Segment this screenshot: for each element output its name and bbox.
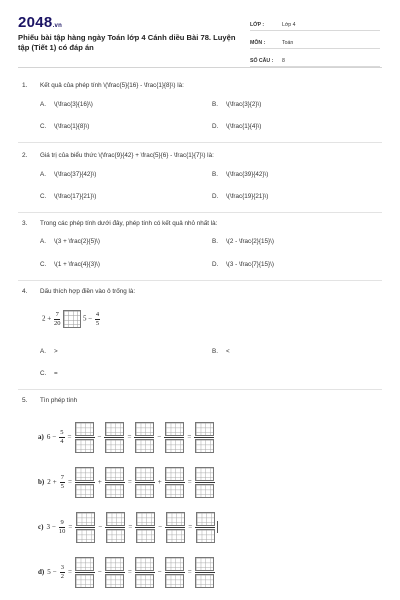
operator: − bbox=[157, 568, 162, 577]
option-c[interactable] bbox=[40, 123, 89, 130]
fraction-input[interactable] bbox=[135, 467, 155, 498]
numerator-box[interactable] bbox=[166, 512, 185, 526]
question-text: Kết quả của phép tính \(\frac{5}{16} - \frac{1}{8}\) là: bbox=[40, 82, 184, 89]
fraction-input[interactable] bbox=[165, 557, 185, 588]
fraction-input[interactable] bbox=[164, 422, 184, 453]
fraction-input[interactable] bbox=[195, 557, 215, 588]
denominator-box[interactable] bbox=[165, 484, 184, 498]
option-text: \(2 - \frac{2}{15}\) bbox=[226, 238, 274, 245]
fraction-bar bbox=[105, 572, 125, 573]
option-letter: C. bbox=[40, 370, 47, 377]
option-c[interactable] bbox=[40, 370, 58, 377]
option-letter: D. bbox=[212, 261, 219, 268]
equals-sign: = bbox=[127, 568, 132, 577]
fraction bbox=[60, 474, 65, 491]
denominator-box[interactable] bbox=[75, 484, 94, 498]
meta-label: LỚP : bbox=[250, 22, 265, 28]
row-label: b) bbox=[38, 478, 45, 487]
fraction-input[interactable] bbox=[165, 512, 185, 543]
meta-row-subject bbox=[250, 33, 380, 49]
option-a[interactable] bbox=[40, 101, 93, 108]
fraction-bar bbox=[195, 527, 215, 528]
operator: − bbox=[97, 568, 102, 577]
numerator-box[interactable] bbox=[195, 422, 214, 436]
option-d[interactable] bbox=[212, 193, 268, 200]
option-a[interactable] bbox=[40, 348, 58, 355]
option-text: \(3 + \frac{2}{5}\) bbox=[54, 238, 101, 245]
equals-sign: = bbox=[67, 433, 72, 442]
numerator-box[interactable] bbox=[105, 422, 124, 436]
option-letter: B. bbox=[212, 171, 218, 178]
denominator-box[interactable] bbox=[105, 484, 124, 498]
denominator-box[interactable] bbox=[165, 439, 184, 453]
fraction-input[interactable] bbox=[195, 467, 215, 498]
option-text: \(\frac{3}{16}\) bbox=[54, 101, 93, 108]
fraction-input[interactable] bbox=[104, 422, 124, 453]
denominator-box[interactable] bbox=[135, 484, 154, 498]
numerator-box[interactable] bbox=[135, 467, 154, 481]
fraction bbox=[60, 564, 65, 581]
option-text: \(\frac{3}{2}\) bbox=[226, 101, 262, 108]
denominator-box[interactable] bbox=[75, 439, 94, 453]
option-d[interactable] bbox=[212, 261, 274, 268]
denominator-box[interactable] bbox=[75, 574, 94, 588]
calc-row-a bbox=[38, 422, 215, 453]
numerator-box[interactable] bbox=[165, 467, 184, 481]
numerator-box[interactable] bbox=[105, 467, 124, 481]
numerator-box[interactable] bbox=[75, 467, 94, 481]
option-a[interactable] bbox=[40, 171, 96, 178]
fraction-input[interactable] bbox=[75, 557, 95, 588]
numerator: 9 bbox=[60, 518, 64, 526]
fraction-input[interactable] bbox=[135, 557, 155, 588]
option-letter: B. bbox=[212, 101, 218, 108]
option-text: \(\frac{19}{21}\) bbox=[226, 193, 269, 200]
question-divider bbox=[18, 142, 382, 143]
option-d[interactable] bbox=[212, 123, 261, 130]
fraction-input[interactable] bbox=[105, 557, 125, 588]
fraction-bar bbox=[134, 437, 154, 438]
denominator-box[interactable] bbox=[76, 529, 95, 543]
operator: + bbox=[157, 478, 162, 487]
brand-name: 2048 bbox=[18, 14, 53, 31]
fraction-bar bbox=[165, 482, 185, 483]
question-text: Trong các phép tính dưới đây, phép tính có kết quả nhỏ nhất là: bbox=[40, 220, 218, 227]
option-b[interactable] bbox=[212, 238, 274, 245]
page-title: Phiếu bài tập hàng ngày Toán lớp 4 Cánh diều Bài 78. Luyện tập (Tiết 1) có đáp án bbox=[18, 33, 236, 52]
denominator: 10 bbox=[58, 527, 66, 535]
option-letter: A. bbox=[40, 171, 46, 178]
expr-right-whole: 5 − bbox=[82, 314, 93, 323]
numerator: 5 bbox=[60, 428, 64, 436]
answer-box[interactable] bbox=[63, 310, 81, 328]
numerator: 7 bbox=[55, 310, 59, 318]
numerator-box[interactable] bbox=[165, 422, 184, 436]
operator: − bbox=[158, 523, 163, 532]
option-letter: A. bbox=[40, 238, 46, 245]
row-label: a) bbox=[38, 433, 44, 442]
numerator-box[interactable] bbox=[195, 557, 214, 571]
fraction-input[interactable] bbox=[105, 467, 125, 498]
option-b[interactable] bbox=[212, 171, 268, 178]
fraction-bar bbox=[105, 482, 125, 483]
option-letter: B. bbox=[212, 348, 218, 355]
fraction-bar bbox=[75, 482, 95, 483]
option-text: \(\frac{1}{4}\) bbox=[226, 123, 262, 130]
fraction-bar bbox=[164, 437, 184, 438]
option-text: = bbox=[54, 370, 58, 377]
question-number: 4. bbox=[22, 288, 28, 295]
fraction-input[interactable] bbox=[134, 422, 154, 453]
whole-number: 3 bbox=[46, 523, 50, 532]
fraction-input[interactable] bbox=[75, 512, 95, 543]
option-text: \(\frac{1}{8}\) bbox=[54, 123, 90, 130]
denominator-box[interactable] bbox=[136, 529, 155, 543]
denominator-box[interactable] bbox=[135, 439, 154, 453]
fraction-input[interactable] bbox=[195, 512, 215, 543]
equals-sign: = bbox=[187, 478, 192, 487]
option-letter: C. bbox=[40, 261, 47, 268]
operator: − bbox=[97, 433, 102, 442]
expr-left-whole: 2 + bbox=[42, 314, 52, 323]
equals-sign: = bbox=[127, 478, 132, 487]
option-text: > bbox=[54, 348, 58, 355]
fraction-bar bbox=[135, 527, 155, 528]
operator: + bbox=[97, 478, 102, 487]
question-text: Giá trị của biểu thức \(\frac{9}{42} + \frac{5}{6} - \frac{1}{7}\) là: bbox=[40, 152, 214, 159]
fraction-bar bbox=[75, 437, 95, 438]
operator: + bbox=[52, 478, 57, 487]
fraction-bar bbox=[105, 527, 125, 528]
numerator-box[interactable] bbox=[196, 512, 215, 526]
fraction-input[interactable] bbox=[194, 422, 214, 453]
fraction-bar bbox=[75, 527, 95, 528]
question-divider bbox=[18, 280, 382, 281]
text-cursor bbox=[217, 521, 218, 533]
option-text: \(\frac{37}{42}\) bbox=[54, 171, 97, 178]
brand-suffix: .vn bbox=[52, 23, 63, 29]
question-number: 3. bbox=[22, 220, 28, 227]
meta-label: SỐ CÂU : bbox=[250, 58, 274, 64]
fraction-bar bbox=[195, 482, 215, 483]
equals-sign: = bbox=[127, 433, 132, 442]
equals-sign: = bbox=[67, 478, 72, 487]
numerator-box[interactable] bbox=[195, 467, 214, 481]
denominator-box[interactable] bbox=[196, 529, 215, 543]
denominator: 4 bbox=[60, 437, 64, 445]
fraction-input[interactable] bbox=[75, 467, 95, 498]
equals-sign: = bbox=[187, 433, 192, 442]
option-letter: D. bbox=[212, 193, 219, 200]
numerator-box[interactable] bbox=[135, 557, 154, 571]
equals-sign: = bbox=[67, 568, 72, 577]
fraction-input[interactable] bbox=[105, 512, 125, 543]
question-text: Tìn phép tính bbox=[40, 397, 78, 404]
meta-value: Lớp 4 bbox=[282, 22, 296, 28]
denominator-box[interactable] bbox=[195, 484, 214, 498]
numerator-box[interactable] bbox=[165, 557, 184, 571]
numerator-box[interactable] bbox=[75, 557, 94, 571]
option-text: \(\frac{39}{42}\) bbox=[226, 171, 269, 178]
numerator: 7 bbox=[60, 473, 64, 481]
numerator-box[interactable] bbox=[105, 557, 124, 571]
meta-row-count bbox=[250, 51, 380, 67]
option-letter: A. bbox=[40, 101, 46, 108]
meta-panel bbox=[250, 15, 380, 69]
option-b[interactable] bbox=[212, 101, 261, 108]
fraction-bar bbox=[135, 482, 155, 483]
denominator-box[interactable] bbox=[195, 439, 214, 453]
operator: − bbox=[51, 523, 56, 532]
numerator: 4 bbox=[95, 310, 100, 318]
option-b[interactable] bbox=[212, 348, 230, 355]
fraction-input[interactable] bbox=[165, 467, 185, 498]
fraction bbox=[59, 519, 66, 536]
row-label: d) bbox=[38, 568, 45, 577]
denominator-box[interactable] bbox=[165, 574, 184, 588]
denominator: 5 bbox=[95, 319, 100, 327]
option-letter: C. bbox=[40, 123, 47, 130]
option-letter: B. bbox=[212, 238, 218, 245]
denominator-box[interactable] bbox=[106, 529, 125, 543]
header-divider bbox=[18, 67, 382, 68]
meta-value: 8 bbox=[282, 58, 285, 64]
question-divider bbox=[18, 212, 382, 213]
numerator-box[interactable] bbox=[106, 512, 125, 526]
numerator: 3 bbox=[60, 563, 64, 571]
fraction bbox=[54, 311, 61, 328]
denominator-box[interactable] bbox=[105, 439, 124, 453]
question-text: Dấu thích hợp điền vào ô trống là: bbox=[40, 288, 136, 295]
equals-sign: = bbox=[187, 568, 192, 577]
equals-sign: = bbox=[68, 523, 73, 532]
option-text: < bbox=[226, 348, 230, 355]
option-letter: D. bbox=[212, 123, 219, 130]
fraction-bar bbox=[104, 437, 124, 438]
fraction bbox=[95, 311, 100, 328]
option-text: \(1 + \frac{4}{3}\) bbox=[54, 261, 101, 268]
numerator-box[interactable] bbox=[75, 422, 94, 436]
denominator: 5 bbox=[60, 482, 64, 490]
meta-value: Toán bbox=[282, 40, 294, 46]
question-divider bbox=[18, 389, 382, 390]
whole-number: 6 bbox=[46, 433, 51, 442]
denominator-box[interactable] bbox=[195, 574, 214, 588]
denominator-box[interactable] bbox=[135, 574, 154, 588]
question-number: 5. bbox=[22, 397, 28, 404]
meta-label: MÔN : bbox=[250, 40, 266, 46]
question-number: 1. bbox=[22, 82, 28, 89]
denominator-box[interactable] bbox=[105, 574, 124, 588]
numerator-box[interactable] bbox=[76, 512, 95, 526]
calc-row-d bbox=[38, 557, 216, 588]
fraction-input[interactable] bbox=[75, 422, 95, 453]
fraction-bar bbox=[195, 572, 215, 573]
fraction bbox=[59, 429, 64, 446]
meta-row-class bbox=[250, 15, 380, 31]
calc-row-b bbox=[38, 467, 216, 498]
operator: − bbox=[52, 433, 57, 442]
option-a[interactable] bbox=[40, 238, 100, 245]
option-text: \(\frac{17}{21}\) bbox=[54, 193, 97, 200]
denominator: 2 bbox=[60, 572, 64, 580]
numerator-box[interactable] bbox=[135, 422, 154, 436]
whole-number: 5 bbox=[47, 568, 51, 577]
operator: − bbox=[98, 523, 103, 532]
denominator-box[interactable] bbox=[166, 529, 185, 543]
fraction-input[interactable] bbox=[135, 512, 155, 543]
fraction-bar bbox=[75, 572, 95, 573]
whole-number: 2 bbox=[47, 478, 51, 487]
fraction-bar bbox=[194, 437, 214, 438]
comparison-expression bbox=[42, 310, 101, 328]
option-letter: A. bbox=[40, 348, 46, 355]
denominator: 20 bbox=[53, 319, 61, 327]
equals-sign: = bbox=[188, 523, 193, 532]
option-text: \(3 - \frac{7}{15}\) bbox=[226, 261, 274, 268]
fraction-bar bbox=[135, 572, 155, 573]
option-letter: C. bbox=[40, 193, 47, 200]
equals-sign: = bbox=[128, 523, 133, 532]
operator: − bbox=[52, 568, 57, 577]
question-number: 2. bbox=[22, 152, 28, 159]
brand-logo[interactable] bbox=[18, 14, 62, 31]
option-c[interactable] bbox=[40, 261, 100, 268]
calc-row-c bbox=[38, 512, 218, 543]
fraction-bar bbox=[165, 572, 185, 573]
numerator-box[interactable] bbox=[136, 512, 155, 526]
operator: − bbox=[157, 433, 162, 442]
fraction-bar bbox=[165, 527, 185, 528]
row-label: c) bbox=[38, 523, 44, 532]
option-c[interactable] bbox=[40, 193, 96, 200]
